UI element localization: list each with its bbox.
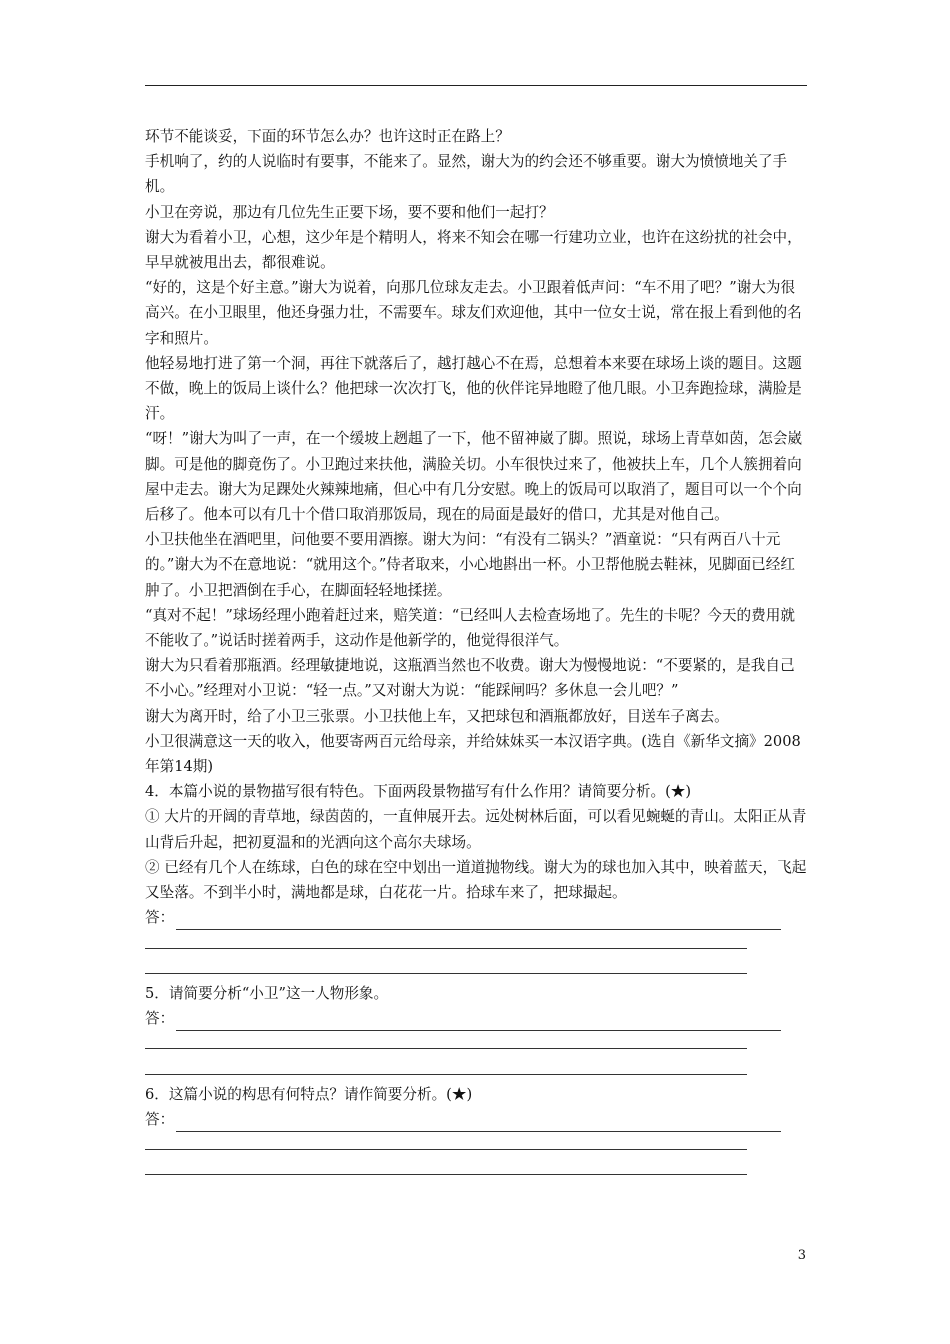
- story-paragraph: 他轻易地打进了第一个洞，再往下就落后了，越打越心不在焉，总想着本来要在球场上谈的题目。这题不做，晚上的饭局上谈什么？他把球一次次打飞，他的伙伴诧异地瞪了他几眼。小卫奔跑捡球，满脸是汗。: [145, 354, 802, 423]
- answer-blank-line[interactable]: [145, 1056, 809, 1081]
- story-paragraph: 小卫在旁说，那边有几位先生正要下场，要不要和他们一起打？: [145, 203, 554, 221]
- answer-area[interactable]: [145, 1006, 809, 1082]
- page-number: 3: [797, 1248, 806, 1263]
- answer-blank-line[interactable]: [145, 1031, 809, 1056]
- answer-blank-line[interactable]: [176, 1015, 781, 1031]
- question-prompt: 4．本篇小说的景物描写很有特色。下面两段景物描写有什么作用？请简要分析。(★): [145, 783, 692, 801]
- answer-blank-line[interactable]: [145, 1132, 809, 1157]
- story-text: [145, 124, 809, 779]
- story-paragraph: “真对不起！”球场经理小跑着赶过来，赔笑道：“已经叫人去检查场地了。先生的卡呢？今天的费用就不能收了。”说话时搓着两手，这动作是他新学的，他觉得很洋气。: [145, 606, 795, 650]
- answer-blank-line[interactable]: [176, 914, 781, 930]
- story-paragraph: 小卫很满意这一天的收入，他要寄两百元给母亲，并给妹妹买一本汉语字典。(选自《新华文摘》2008年第14期): [145, 732, 801, 776]
- question-4: [145, 779, 809, 981]
- story-paragraph: 小卫扶他坐在酒吧里，问他要不要用酒擦。谢大为问：“有没有二锅头？”酒童说：“只有两百八十元的。”谢大为不在意地说：“就用这个。”侍者取来，小心地斟出一杯。小卫帮他脱去鞋袜，见脚面已经红肿了。小卫把酒倒在手心，在脚面轻轻地揉搓。: [145, 531, 795, 599]
- answer-label: 答：: [145, 1110, 175, 1128]
- story-paragraph: “好的，这是个好主意。”谢大为说着，向那几位球友走去。小卫跟着低声问：“车不用了吧？”谢大为很高兴。在小卫眼里，他还身强力壮，不需要车。球友们欢迎他，其中一位女士说，常在报上看到他的名字和照片。: [145, 279, 802, 347]
- header-rule: [145, 85, 807, 86]
- answer-blank-line[interactable]: [145, 1157, 809, 1182]
- story-paragraph: 谢大为只看着那瓶酒。经理敏捷地说，这瓶酒当然也不收费。谢大为慢慢地说：“不要紧的，是我自己不小心。”经理对小卫说：“轻一点。”又对谢大为说：“能踩闸吗？多休息一会儿吧？”: [145, 657, 795, 700]
- answer-label: 答：: [145, 1010, 175, 1028]
- answer-label: 答：: [145, 909, 175, 927]
- answer-area[interactable]: [145, 1107, 809, 1183]
- answer-blank-line[interactable]: [145, 956, 809, 981]
- question-prompt: 6．这篇小说的构思有何特点？请作简要分析。(★): [145, 1085, 473, 1103]
- scenery-passage-2: ② 已经有几个人在练球，白色的球在空中划出一道道抛物线。谢大为的球也加入其中，映着蓝天，飞起又坠落。不到半小时，满地都是球，白花花一片。拾球车来了，把球撮起。: [145, 858, 807, 902]
- story-paragraph: “呀！”谢大为叫了一声，在一个缓坡上趔趄了一下，他不留神崴了脚。照说，球场上青草如茵，怎会崴脚。可是他的脚竟伤了。小卫跑过来扶他，满脸关切。小车很快过来了，他被扶上车，几个人簇拥着向屋中走去。谢大为足踝处火辣辣地痛，但心中有几分安慰。晚上的饭局可以取消了，题目可以一个个向后移了。他本可以有几十个借口取消那饭局，现在的局面是最好的借口，尤其是对他自己。: [145, 430, 803, 524]
- answer-blank-line[interactable]: [176, 1116, 781, 1132]
- question-prompt: 5．请简要分析“小卫”这一人物形象。: [145, 984, 389, 1002]
- story-paragraph: 环节不能谈妥，下面的环节怎么办？也许这时正在路上？: [145, 128, 510, 145]
- question-5: [145, 981, 809, 1082]
- answer-area[interactable]: [145, 905, 809, 981]
- story-paragraph: 谢大为离开时，给了小卫三张票。小卫扶他上车，又把球包和酒瓶都放好，目送车子离去。: [145, 707, 729, 725]
- question-6: [145, 1082, 809, 1183]
- scenery-passage-1: ① 大片的开阔的青草地，绿茵茵的，一直伸展开去。远处树林后面，可以看见蜿蜒的青山。太阳正从青山背后升起，把初夏温和的光洒向这个高尔夫球场。: [145, 808, 807, 851]
- story-paragraph: 谢大为看着小卫，心想，这少年是个精明人，将来不知会在哪一行建功立业，也许在这纷扰的社会中，早早就被甩出去，都很难说。: [145, 228, 802, 272]
- answer-blank-line[interactable]: [145, 930, 809, 955]
- page-content: [145, 124, 809, 1182]
- story-paragraph: 手机响了，约的人说临时有要事，不能来了。显然，谢大为的约会还不够重要。谢大为愤愤地关了手机。: [145, 153, 788, 196]
